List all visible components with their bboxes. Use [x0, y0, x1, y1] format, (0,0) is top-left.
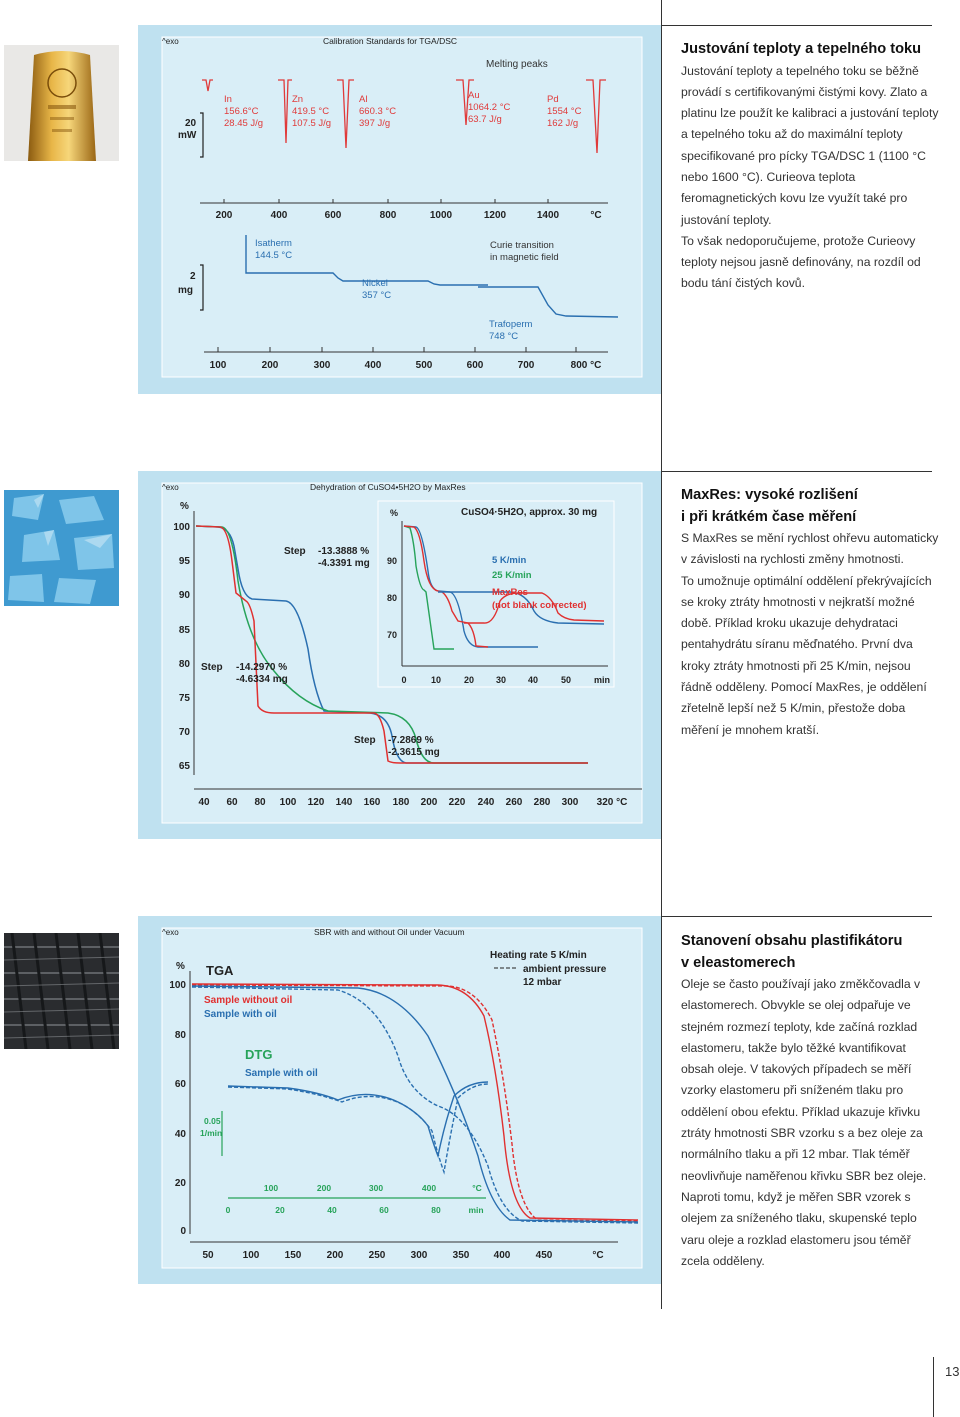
- svg-text:Step: Step: [284, 546, 306, 557]
- calibration-chart: [138, 25, 661, 394]
- exo-label: ^exo: [162, 37, 179, 46]
- x-tick: 240: [477, 797, 495, 808]
- curie-transition-note: [490, 240, 559, 263]
- svg-text:-4.3391 mg: -4.3391 mg: [318, 558, 370, 569]
- x-tick: 450: [535, 1250, 553, 1261]
- x-tick: 350: [452, 1250, 470, 1261]
- dtg-label: DTG: [245, 1047, 273, 1062]
- bottom-tick: 100: [209, 360, 227, 371]
- peak-au-temp: 1064.2 °C: [468, 102, 511, 113]
- inset-x-tick: 10: [430, 675, 442, 685]
- exo-label: ^exo: [162, 483, 179, 492]
- legend-maxres: MaxRes: [492, 587, 528, 598]
- tire-tread-photo: [4, 933, 119, 1049]
- x-tick: 40: [198, 797, 210, 808]
- paragraph: Justování teploty a tepelného toku se běžně provádí s certifikovanými čistými kovy. Zlato a platinu lze použít ke kalibraci a justování teploty a tepelného toku až do maximální teploty specifikované pro pícky TGA/DSC 1 (1100 °C nebo 1600 °C). Curieova teplota feromagnetických kovu lze využít také pro justování teploty.: [681, 63, 939, 227]
- inset-chart: [378, 501, 614, 687]
- x-tick: 150: [284, 1250, 302, 1261]
- svg-text:100: 100: [263, 1183, 279, 1193]
- exo-label: ^exo: [162, 928, 179, 937]
- y-tick: 20: [174, 1178, 186, 1189]
- y-tick: 80: [174, 1030, 186, 1041]
- section-plasticizer-text: [681, 931, 939, 1272]
- paragraph: To však nedoporučujeme, protože Curieovy teploty nejsou jasně definovány, na rozdíl od bodu tání čistých kovů.: [681, 233, 921, 291]
- bottom-tick: 600: [466, 360, 484, 371]
- svg-text:Step: Step: [201, 662, 223, 673]
- svg-text:400: 400: [421, 1183, 437, 1193]
- svg-text:0.05: 0.05: [204, 1116, 221, 1126]
- bottom-tick: 400: [364, 360, 382, 371]
- x-tick: 140: [335, 797, 353, 808]
- section-maxres-text: [681, 485, 939, 741]
- x-tick: 320 °C: [596, 797, 628, 808]
- y-axis-label: %: [176, 961, 185, 972]
- svg-text:-7.2869 %: -7.2869 %: [388, 735, 434, 746]
- paragraph: To umožnuje optimální oddělení překrývajících se kroky ztráty hmotnosti v nejkratší možné době. Příklad kroku ukazuje dehydrataci pentahydrátu síranu měďnatého. První dva kroky ztráty hmotnosti při 25 K/min, nejsou řádně odděleny. Pomocí MaxRes, je oddělení zřetelně lepší než 5 K/min, přestože doba měření je mnohem kratší.: [681, 573, 932, 737]
- tga-scale-value: 2: [190, 271, 196, 282]
- curie-nickel-temp: 357 °C: [362, 290, 392, 301]
- x-tick: 300: [561, 797, 579, 808]
- x-tick: 200: [326, 1250, 344, 1261]
- curie-isatherm-name: Isatherm: [255, 238, 292, 249]
- top-tick: 600: [324, 210, 342, 221]
- column-divider-4: [661, 916, 662, 1309]
- x-tick: 100: [242, 1250, 260, 1261]
- x-tick: 180: [392, 797, 410, 808]
- top-tick: 1400: [536, 210, 560, 221]
- column-divider-1: [661, 0, 662, 25]
- x-tick: 280: [533, 797, 551, 808]
- y-tick: 65: [178, 761, 190, 772]
- y-tick: 75: [178, 693, 190, 704]
- top-tick: 800: [379, 210, 397, 221]
- svg-text:40: 40: [327, 1205, 337, 1215]
- inset-x-tick: 40: [527, 675, 539, 685]
- tga-label: TGA: [206, 963, 234, 978]
- peak-au-heat: 63.7 J/g: [468, 114, 502, 125]
- svg-text:-14.2970 %: -14.2970 %: [236, 662, 288, 673]
- y-tick: 95: [178, 556, 190, 567]
- svg-text:-4.6334 mg: -4.6334 mg: [236, 674, 288, 685]
- svg-text:Curie transition: Curie transition: [490, 240, 554, 251]
- section-heading: Justování teploty a tepelného toku: [681, 41, 922, 57]
- x-tick: 160: [363, 797, 381, 808]
- y-tick: 100: [169, 980, 186, 991]
- x-tick: 60: [226, 797, 238, 808]
- svg-text:60: 60: [379, 1205, 389, 1215]
- section-rule-3: [661, 916, 932, 917]
- y-tick: 0: [180, 1226, 186, 1237]
- column-divider-2: [661, 25, 662, 472]
- section-heading: Stanovení obsahu plastifikátoru v eleastomerech: [681, 933, 903, 971]
- x-tick: 260: [505, 797, 523, 808]
- x-tick: 250: [368, 1250, 386, 1261]
- svg-text:Heating rate 5 K/min: Heating rate 5 K/min: [490, 950, 587, 961]
- peak-zn-temp: 419.5 °C: [292, 106, 330, 117]
- tga-scale-unit: mg: [178, 285, 193, 296]
- inset-y-label: %: [390, 508, 399, 518]
- section-heading: MaxRes: vysoké rozlišení i při krátkém čase měření: [681, 487, 858, 525]
- top-tick: °C: [590, 210, 602, 221]
- page-number-rule: [933, 1357, 934, 1417]
- section-rule-1: [661, 25, 932, 26]
- copper-sulfate-crystals-photo: [4, 490, 119, 606]
- x-tick: 300: [410, 1250, 428, 1261]
- y-tick: 70: [178, 727, 190, 738]
- inset-x-tick: 0: [401, 675, 407, 685]
- section-calibration-text: [681, 39, 939, 295]
- top-tick: 400: [270, 210, 288, 221]
- svg-text:ambient pressure: ambient pressure: [523, 964, 607, 975]
- inset-y-tick: 70: [386, 630, 397, 640]
- top-tick: 1200: [483, 210, 507, 221]
- sbr-oil-vacuum-chart: [138, 916, 661, 1284]
- inset-y-tick: 90: [386, 556, 397, 566]
- x-tick: 220: [448, 797, 466, 808]
- x-tick: 400: [493, 1250, 511, 1261]
- svg-text:300: 300: [368, 1183, 384, 1193]
- y-tick: 60: [174, 1079, 186, 1090]
- legend-5kmin: 5 K/min: [492, 555, 527, 566]
- inset-x-tick: 20: [463, 675, 475, 685]
- bottom-tick: 500: [415, 360, 433, 371]
- svg-text:min: min: [468, 1205, 484, 1215]
- chart-title: SBR with and without Oil under Vacuum: [314, 927, 465, 937]
- melting-peaks-label: Melting peaks: [486, 59, 548, 70]
- legend-with-oil: Sample with oil: [204, 1009, 277, 1020]
- curie-trafoperm-name: Trafoperm: [489, 319, 533, 330]
- legend-25kmin: 25 K/min: [492, 570, 532, 581]
- svg-text:-13.3888 %: -13.3888 %: [318, 546, 370, 557]
- y-axis-label: %: [180, 501, 189, 512]
- inset-x-tick: min: [593, 675, 611, 685]
- peak-al-heat: 397 J/g: [359, 118, 391, 129]
- paragraph: S MaxRes se mění rychlost ohřevu automaticky v závislosti na rychlosti změny hmotnosti.: [681, 531, 939, 567]
- curie-nickel-name: Nickel: [362, 278, 388, 289]
- paragraph: Oleje se často používají jako změkčovadla v elastomerech. Obvykle se olej odpařuje ve stejném rozmezí teploty, kde začíná rozklad elastomeru, takže bylo těžké kvantifikovat obsah oleje. V takových případech se měří vzorky elastomeru při sníženém tlaku pro oddělení obou efektu. Příklad ukazuje křivku ztráty hmotnosti SBR vzorku s a bez oleje za normálního tlaku a při 12 mbar. Tlak téměř neovlivňuje naměřenou křivku SBR bez oleje. Naproti tomu, když je měřen SBR vzorek s olejem za sníženého tlaku, skupenské teplo varu oleje a rozklad elastomeru jsou téměř zcela odděleny.: [681, 977, 927, 1268]
- bottom-tick: 200: [261, 360, 279, 371]
- bottom-tick: 700: [517, 360, 535, 371]
- top-tick: 1000: [429, 210, 453, 221]
- x-tick: 50: [202, 1250, 214, 1261]
- chart-title: Calibration Standards for TGA/DSC: [323, 36, 458, 46]
- inset-title: CuSO4·5H2O, approx. 30 mg: [461, 507, 598, 518]
- legend-without-oil: Sample without oil: [204, 995, 293, 1006]
- page-number: 13: [945, 1364, 960, 1379]
- svg-text:-2.3615 mg: -2.3615 mg: [388, 747, 440, 758]
- peak-in-temp: 156.6°C: [224, 106, 259, 117]
- peak-al-temp: 660.3 °C: [359, 106, 397, 117]
- y-tick: 100: [173, 522, 190, 533]
- y-tick: 90: [178, 590, 190, 601]
- section-rule-2: [661, 471, 932, 472]
- bottom-tick: 800 °C: [570, 360, 602, 371]
- dsc-scale-unit: mW: [178, 130, 197, 141]
- y-tick: 40: [174, 1129, 186, 1140]
- peak-pd-temp: 1554 °C: [547, 106, 582, 117]
- svg-text:0: 0: [225, 1205, 231, 1215]
- x-tick: 80: [254, 797, 266, 808]
- top-tick: 200: [215, 210, 233, 221]
- x-tick: 200: [420, 797, 438, 808]
- curie-trafoperm-temp: 748 °C: [489, 331, 519, 342]
- maxres-dehydration-chart: [138, 471, 661, 839]
- peak-pd-metal: Pd: [547, 94, 559, 105]
- peak-in-metal: In: [224, 94, 232, 105]
- y-tick: 85: [178, 625, 190, 636]
- legend-not-blank-corrected: (not blank corrected): [492, 600, 587, 611]
- inset-x-tick: 30: [495, 675, 507, 685]
- gold-bar-photo: [4, 45, 119, 161]
- inset-y-tick: 80: [386, 593, 397, 603]
- peak-zn-heat: 107.5 J/g: [292, 118, 332, 129]
- y-tick: 80: [178, 659, 190, 670]
- peak-al-metal: Al: [359, 94, 368, 105]
- dtg-sample-label: Sample with oil: [245, 1068, 318, 1079]
- svg-text:80: 80: [431, 1205, 441, 1215]
- svg-text:12 mbar: 12 mbar: [523, 977, 562, 988]
- peak-pd-heat: 162 J/g: [547, 118, 579, 129]
- peak-zn-metal: Zn: [292, 94, 304, 105]
- x-tick: 120: [307, 797, 325, 808]
- svg-text:Step: Step: [354, 735, 376, 746]
- svg-text:20: 20: [275, 1205, 285, 1215]
- peak-au-metal: Au: [468, 90, 480, 101]
- svg-text:°C: °C: [472, 1183, 482, 1193]
- svg-text:200: 200: [316, 1183, 332, 1193]
- x-tick: 100: [279, 797, 297, 808]
- svg-text:1/min: 1/min: [200, 1128, 223, 1138]
- svg-text:in magnetic field: in magnetic field: [490, 252, 559, 263]
- x-tick: °C: [592, 1250, 604, 1261]
- chart-title: Dehydration of CuSO4•5H2O by MaxRes: [310, 482, 466, 492]
- peak-in-heat: 28.45 J/g: [224, 118, 264, 129]
- column-divider-3: [661, 471, 662, 917]
- inset-x-tick: 50: [560, 675, 572, 685]
- dsc-scale-value: 20: [185, 118, 197, 129]
- bottom-tick: 300: [313, 360, 331, 371]
- curie-isatherm-temp: 144.5 °C: [255, 250, 293, 261]
